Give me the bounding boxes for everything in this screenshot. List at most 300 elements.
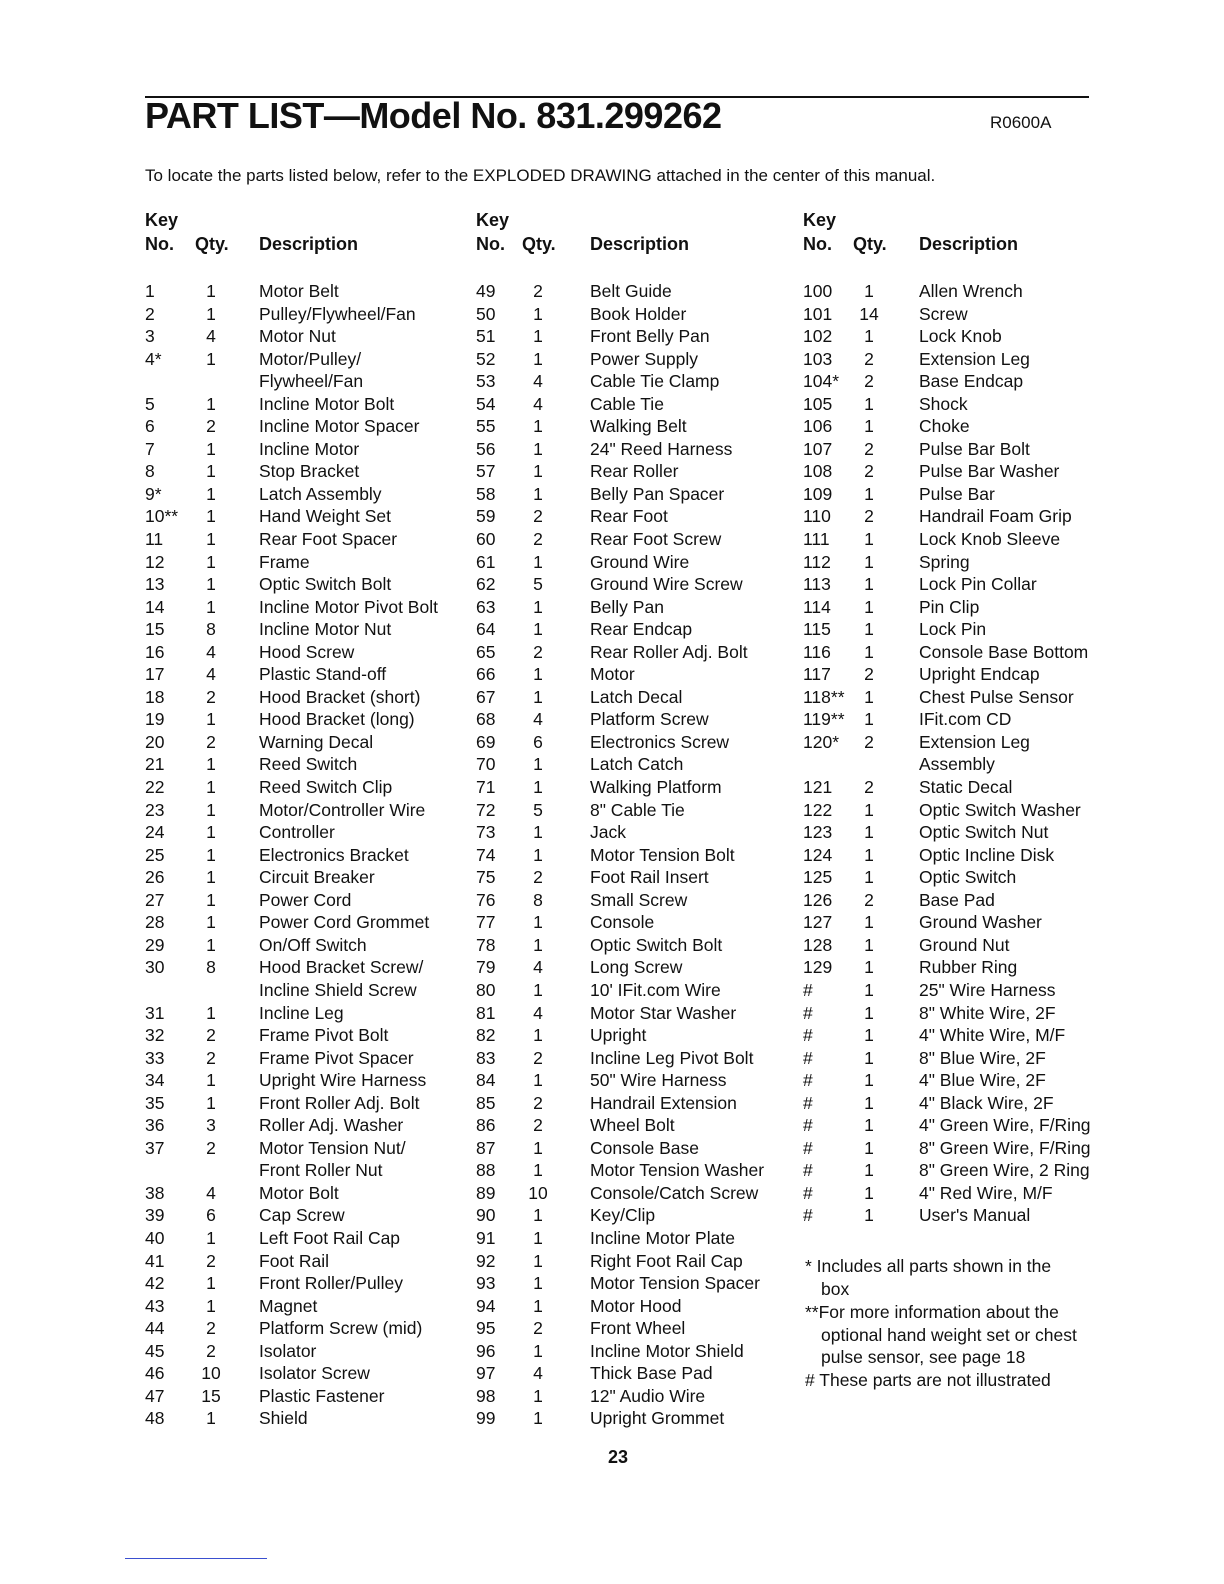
part-description: Motor Belt xyxy=(259,281,339,301)
part-row xyxy=(476,1362,796,1385)
part-row xyxy=(803,911,1123,934)
part-key-number: 3 xyxy=(145,326,155,347)
part-quantity: 1 xyxy=(533,1385,543,1406)
header-no-label: No. xyxy=(803,234,832,254)
part-description: Optic Switch Bolt xyxy=(590,934,723,955)
part-quantity: 1 xyxy=(206,754,216,775)
part-row xyxy=(803,731,1123,754)
part-description: Isolator Screw xyxy=(259,1363,370,1384)
part-key-number: 117 xyxy=(803,664,831,685)
part-row xyxy=(476,415,796,438)
part-key-number: 60 xyxy=(476,529,496,550)
part-description: User's Manual xyxy=(919,1205,1031,1226)
part-description: Reed Switch xyxy=(259,754,358,775)
part-description: 25" Wire Harness xyxy=(919,979,1056,1000)
part-description: Motor/Pulley/ xyxy=(259,348,362,369)
part-row xyxy=(145,1204,465,1227)
part-quantity: 1 xyxy=(864,1002,874,1023)
part-quantity: 4 xyxy=(533,709,543,730)
part-quantity: 1 xyxy=(864,529,874,550)
part-key-number: 61 xyxy=(476,551,496,572)
part-key-number: 120* xyxy=(803,731,840,752)
header-key-label: Key xyxy=(803,210,837,230)
part-description: Pulse Bar Bolt xyxy=(919,438,1030,459)
part-row xyxy=(476,325,796,348)
part-quantity: 1 xyxy=(864,1070,874,1091)
part-row xyxy=(803,460,1123,483)
part-row xyxy=(476,573,796,596)
part-row xyxy=(476,1407,796,1430)
part-row xyxy=(803,641,1123,664)
part-description: Shock xyxy=(919,393,968,414)
part-quantity: 1 xyxy=(533,934,543,955)
part-description: Hood Bracket Screw/ xyxy=(259,957,424,978)
part-description: Motor Tension Spacer xyxy=(590,1273,760,1294)
part-key-number: 82 xyxy=(476,1025,496,1046)
header-no-label: No. xyxy=(145,234,174,254)
part-quantity: 1 xyxy=(864,867,874,888)
header-qty-label: Qty. xyxy=(853,234,887,254)
part-description: Handrail Foam Grip xyxy=(919,506,1072,527)
part-row xyxy=(476,911,796,934)
part-key-number: 13 xyxy=(145,574,165,595)
part-key-number: 29 xyxy=(145,934,165,955)
part-row xyxy=(145,325,465,348)
part-row xyxy=(145,1317,465,1340)
part-description: Rear Roller xyxy=(590,461,679,482)
part-row xyxy=(145,934,465,957)
part-row xyxy=(145,348,465,371)
column-header xyxy=(145,210,465,280)
part-key-number: 68 xyxy=(476,709,496,730)
part-description: Rear Roller Adj. Bolt xyxy=(590,641,748,662)
part-quantity: 5 xyxy=(533,574,543,595)
part-key-number: 125 xyxy=(803,867,833,888)
part-key-number: 102 xyxy=(803,326,833,347)
part-quantity: 1 xyxy=(533,348,543,369)
part-description: IFit.com CD xyxy=(919,709,1012,730)
part-key-number: 96 xyxy=(476,1340,496,1361)
note-not-illustrated: # These parts are not illustrated xyxy=(805,1370,1051,1390)
page-number: 23 xyxy=(608,1447,629,1467)
parts-column-3 xyxy=(803,210,1123,1227)
part-quantity: 1 xyxy=(533,483,543,504)
part-quantity: 1 xyxy=(864,574,874,595)
note-line: * Includes all parts shown in the xyxy=(805,1256,1052,1276)
part-row xyxy=(145,1047,465,1070)
part-description: Electronics Bracket xyxy=(259,844,409,865)
part-quantity: 6 xyxy=(206,1205,216,1226)
part-row xyxy=(145,1385,465,1408)
part-row xyxy=(803,889,1123,912)
part-description: Optic Switch xyxy=(919,867,1017,888)
part-key-number: # xyxy=(803,1205,813,1226)
part-row xyxy=(145,753,465,776)
part-quantity: 1 xyxy=(533,1227,543,1248)
part-quantity: 2 xyxy=(206,1250,216,1271)
part-quantity: 15 xyxy=(201,1385,221,1406)
part-key-number: 21 xyxy=(145,754,165,775)
part-row xyxy=(476,1069,796,1092)
part-quantity: 2 xyxy=(206,1318,216,1339)
part-quantity: 4 xyxy=(533,1002,543,1023)
part-quantity: 2 xyxy=(864,889,874,910)
part-row xyxy=(476,1114,796,1137)
part-description: Motor Tension Nut/ xyxy=(259,1137,406,1158)
part-description: Cable Tie xyxy=(590,393,664,414)
part-quantity: 1 xyxy=(533,303,543,324)
part-quantity: 1 xyxy=(864,551,874,572)
part-description: Ground Washer xyxy=(919,912,1042,933)
part-description: Front Wheel xyxy=(590,1318,686,1339)
part-description: Latch Assembly xyxy=(259,483,382,504)
part-description: Electronics Screw xyxy=(590,731,730,752)
part-row xyxy=(803,1024,1123,1047)
part-key-number: 115 xyxy=(803,619,831,640)
part-description: Hand Weight Set xyxy=(259,506,391,527)
part-description: Rubber Ring xyxy=(919,957,1018,978)
part-row xyxy=(476,776,796,799)
part-description: 4" Blue Wire, 2F xyxy=(919,1070,1046,1091)
part-key-number: 11 xyxy=(145,529,164,550)
part-row xyxy=(476,1024,796,1047)
part-quantity: 2 xyxy=(533,867,543,888)
part-row xyxy=(145,596,465,619)
part-description: Ground Wire Screw xyxy=(590,574,743,595)
part-quantity: 1 xyxy=(206,799,216,820)
part-quantity: 8 xyxy=(206,957,216,978)
part-row xyxy=(145,551,465,574)
part-key-number: 23 xyxy=(145,799,165,820)
part-key-number: 127 xyxy=(803,912,833,933)
part-description: Motor xyxy=(590,664,635,685)
part-row xyxy=(476,551,796,574)
part-description: Motor Tension Bolt xyxy=(590,844,735,865)
part-quantity: 1 xyxy=(533,754,543,775)
part-row xyxy=(145,280,465,303)
part-key-number: 65 xyxy=(476,641,496,662)
part-description: Left Foot Rail Cap xyxy=(259,1227,401,1248)
part-row xyxy=(803,1159,1123,1182)
part-description: Controller xyxy=(259,822,335,843)
part-key-number: # xyxy=(803,1182,813,1203)
part-key-number: 63 xyxy=(476,596,496,617)
part-quantity: 1 xyxy=(206,574,216,595)
part-description: Wheel Bolt xyxy=(590,1115,675,1136)
part-row xyxy=(476,708,796,731)
part-description: Console/Catch Screw xyxy=(590,1182,759,1203)
part-quantity: 1 xyxy=(206,1070,216,1091)
part-key-number: 128 xyxy=(803,934,833,955)
part-row xyxy=(803,1114,1123,1137)
part-row xyxy=(145,573,465,596)
part-description: Upright xyxy=(590,1025,647,1046)
part-row xyxy=(476,460,796,483)
part-row xyxy=(145,528,465,551)
part-quantity: 1 xyxy=(206,822,216,843)
part-quantity: 1 xyxy=(206,1295,216,1316)
part-quantity: 1 xyxy=(864,912,874,933)
part-row xyxy=(145,956,465,979)
part-key-number: 16 xyxy=(145,641,165,662)
part-row xyxy=(145,1340,465,1363)
part-row xyxy=(476,348,796,371)
part-row xyxy=(145,303,465,326)
part-description: Frame xyxy=(259,551,310,572)
intro-text: To locate the parts listed below, refer to the EXPLODED DRAWING attached in the center of this manual. xyxy=(145,166,936,185)
part-key-number: 83 xyxy=(476,1047,496,1068)
part-key-number: 36 xyxy=(145,1115,165,1136)
document-code: R0600A xyxy=(990,113,1052,132)
part-description: 8" Green Wire, 2 Ring xyxy=(919,1160,1090,1181)
part-quantity: 1 xyxy=(533,596,543,617)
part-row xyxy=(476,889,796,912)
part-key-number: 119** xyxy=(803,709,845,730)
part-row xyxy=(476,1227,796,1250)
part-quantity: 1 xyxy=(206,889,216,910)
part-key-number: 100 xyxy=(803,281,833,301)
part-description: Warning Decal xyxy=(259,731,374,752)
part-row xyxy=(476,303,796,326)
part-key-number: 69 xyxy=(476,731,496,752)
part-key-number: # xyxy=(803,1115,813,1136)
part-quantity: 2 xyxy=(864,731,874,752)
part-description: Screw xyxy=(919,303,968,324)
part-row xyxy=(476,370,796,393)
header-qty-label: Qty. xyxy=(522,234,556,254)
part-row xyxy=(803,776,1123,799)
part-key-number: 70 xyxy=(476,754,496,775)
part-description: Extension Leg xyxy=(919,731,1030,752)
note-line: pulse sensor, see page 18 xyxy=(821,1347,1026,1368)
part-quantity: 2 xyxy=(533,641,543,662)
part-row xyxy=(803,438,1123,461)
part-row xyxy=(803,844,1123,867)
part-description: 4" Green Wire, F/Ring xyxy=(919,1115,1091,1136)
part-key-number: 9* xyxy=(145,483,162,504)
part-quantity: 1 xyxy=(533,1273,543,1294)
part-description: Pulse Bar xyxy=(919,483,995,504)
part-row xyxy=(803,325,1123,348)
part-key-number: 85 xyxy=(476,1092,496,1113)
part-quantity: 4 xyxy=(206,641,216,662)
part-key-number: 59 xyxy=(476,506,496,527)
part-key-number: 2 xyxy=(145,303,155,324)
part-description: Upright Endcap xyxy=(919,664,1040,685)
part-key-number: 78 xyxy=(476,934,496,955)
part-description: Static Decal xyxy=(919,777,1013,798)
part-row xyxy=(145,1182,465,1205)
part-quantity: 2 xyxy=(206,731,216,752)
part-row xyxy=(803,483,1123,506)
part-description: Belly Pan xyxy=(590,596,664,617)
part-key-number: 64 xyxy=(476,619,496,640)
part-quantity: 1 xyxy=(206,551,216,572)
part-description: Extension Leg xyxy=(919,348,1030,369)
part-key-number: 45 xyxy=(145,1340,165,1361)
part-quantity: 1 xyxy=(533,912,543,933)
part-row xyxy=(476,1272,796,1295)
part-quantity: 1 xyxy=(206,483,216,504)
part-row xyxy=(476,799,796,822)
part-quantity: 1 xyxy=(206,934,216,955)
part-quantity: 1 xyxy=(533,619,543,640)
part-description: Front Roller Adj. Bolt xyxy=(259,1092,420,1113)
part-row xyxy=(145,821,465,844)
part-key-number: 89 xyxy=(476,1182,496,1203)
part-description: Belt Guide xyxy=(590,281,672,301)
part-description: Ground Nut xyxy=(919,934,1010,955)
part-description: Motor Star Washer xyxy=(590,1002,737,1023)
part-key-number: 52 xyxy=(476,348,496,369)
part-quantity: 4 xyxy=(533,957,543,978)
part-quantity: 1 xyxy=(533,1295,543,1316)
part-row xyxy=(803,1069,1123,1092)
part-key-number: 107 xyxy=(803,438,833,459)
part-row xyxy=(803,393,1123,416)
part-row xyxy=(476,618,796,641)
part-key-number: 80 xyxy=(476,979,496,1000)
part-row xyxy=(145,460,465,483)
note-line: box xyxy=(821,1278,850,1299)
part-description: Assembly xyxy=(919,754,995,775)
part-row xyxy=(476,1385,796,1408)
part-description: Lock Knob Sleeve xyxy=(919,529,1061,550)
part-quantity: 1 xyxy=(533,1408,543,1429)
part-description: Incline Motor Shield xyxy=(590,1340,744,1361)
part-key-number: 7 xyxy=(145,438,155,459)
part-quantity: 1 xyxy=(864,483,874,504)
header-description-label: Description xyxy=(259,234,359,254)
part-key-number: 87 xyxy=(476,1137,496,1158)
part-description: Motor Tension Washer xyxy=(590,1160,765,1181)
part-key-number: 8 xyxy=(145,461,155,482)
part-row xyxy=(476,1295,796,1318)
part-quantity: 2 xyxy=(533,281,543,301)
part-description: Allen Wrench xyxy=(919,281,1023,301)
part-quantity: 2 xyxy=(864,438,874,459)
part-quantity: 10 xyxy=(201,1363,221,1384)
part-quantity: 14 xyxy=(859,303,879,324)
part-quantity: 1 xyxy=(206,867,216,888)
part-quantity: 2 xyxy=(206,686,216,707)
part-key-number: 101 xyxy=(803,303,833,324)
part-row xyxy=(476,393,796,416)
part-description: Optic Switch Nut xyxy=(919,822,1049,843)
part-key-number: 6 xyxy=(145,416,155,437)
part-row xyxy=(476,731,796,754)
part-key-number: 12 xyxy=(145,551,165,572)
part-row xyxy=(476,1317,796,1340)
part-row xyxy=(803,686,1123,709)
part-key-number: 54 xyxy=(476,393,496,414)
part-row xyxy=(803,1092,1123,1115)
note-includes xyxy=(805,1255,1125,1300)
part-key-number: 129 xyxy=(803,957,833,978)
part-key-number: 76 xyxy=(476,889,496,910)
part-key-number: # xyxy=(803,1047,813,1068)
part-quantity: 1 xyxy=(864,1182,874,1203)
part-description: Pulse Bar Washer xyxy=(919,461,1060,482)
part-quantity: 1 xyxy=(206,1408,216,1429)
part-quantity: 1 xyxy=(206,461,216,482)
part-key-number: 41 xyxy=(145,1250,165,1271)
part-key-number: 17 xyxy=(145,664,165,685)
part-description: Plastic Stand-off xyxy=(259,664,387,685)
part-key-number: 53 xyxy=(476,371,496,392)
part-quantity: 4 xyxy=(206,1182,216,1203)
part-quantity: 1 xyxy=(533,1137,543,1158)
part-row xyxy=(145,415,465,438)
part-key-number: 22 xyxy=(145,777,165,798)
part-description: 10' IFit.com Wire xyxy=(590,979,721,1000)
part-key-number: 46 xyxy=(145,1363,165,1384)
part-description: Lock Pin xyxy=(919,619,987,640)
part-row xyxy=(476,1204,796,1227)
part-row xyxy=(145,731,465,754)
part-description: Right Foot Rail Cap xyxy=(590,1250,743,1271)
part-description: On/Off Switch xyxy=(259,934,367,955)
note-line: optional hand weight set or chest xyxy=(821,1324,1077,1345)
header-description-label: Description xyxy=(590,234,690,254)
part-description: Rear Foot Screw xyxy=(590,529,722,550)
part-row xyxy=(145,438,465,461)
part-description: Latch Catch xyxy=(590,754,684,775)
part-key-number: 98 xyxy=(476,1385,496,1406)
part-description: Incline Motor xyxy=(259,438,360,459)
part-quantity: 1 xyxy=(864,281,874,301)
part-row xyxy=(476,596,796,619)
part-description: Handrail Extension xyxy=(590,1092,737,1113)
part-row xyxy=(476,1092,796,1115)
part-quantity: 1 xyxy=(864,1160,874,1181)
part-row xyxy=(476,280,796,303)
part-quantity: 1 xyxy=(864,1137,874,1158)
part-quantity: 1 xyxy=(533,664,543,685)
part-quantity: 6 xyxy=(533,731,543,752)
part-description: Platform Screw (mid) xyxy=(259,1318,423,1339)
part-key-number: 24 xyxy=(145,822,165,843)
part-description: Optic Switch Washer xyxy=(919,799,1081,820)
part-description: Roller Adj. Washer xyxy=(259,1115,404,1136)
part-key-number: 126 xyxy=(803,889,833,910)
part-description: Long Screw xyxy=(590,957,683,978)
header-qty-label: Qty. xyxy=(195,234,229,254)
part-description: Base Endcap xyxy=(919,371,1024,392)
part-quantity: 1 xyxy=(533,1205,543,1226)
part-row xyxy=(803,280,1123,303)
part-row xyxy=(803,956,1123,979)
part-key-number: 47 xyxy=(145,1385,165,1406)
part-key-number: 116 xyxy=(803,641,831,662)
header-no-label: No. xyxy=(476,234,505,254)
part-quantity: 1 xyxy=(864,393,874,414)
part-quantity: 1 xyxy=(206,529,216,550)
part-quantity: 2 xyxy=(206,1137,216,1158)
part-key-number: 97 xyxy=(476,1363,496,1384)
part-row xyxy=(145,911,465,934)
part-key-number: 30 xyxy=(145,957,165,978)
note-more-info xyxy=(805,1301,1125,1369)
part-row xyxy=(476,483,796,506)
part-quantity: 2 xyxy=(864,348,874,369)
part-description: Incline Shield Screw xyxy=(259,979,417,1000)
part-description: Jack xyxy=(590,822,626,843)
part-row xyxy=(476,979,796,1002)
part-row xyxy=(803,1204,1123,1227)
part-key-number: 18 xyxy=(145,686,165,707)
part-quantity: 1 xyxy=(533,461,543,482)
